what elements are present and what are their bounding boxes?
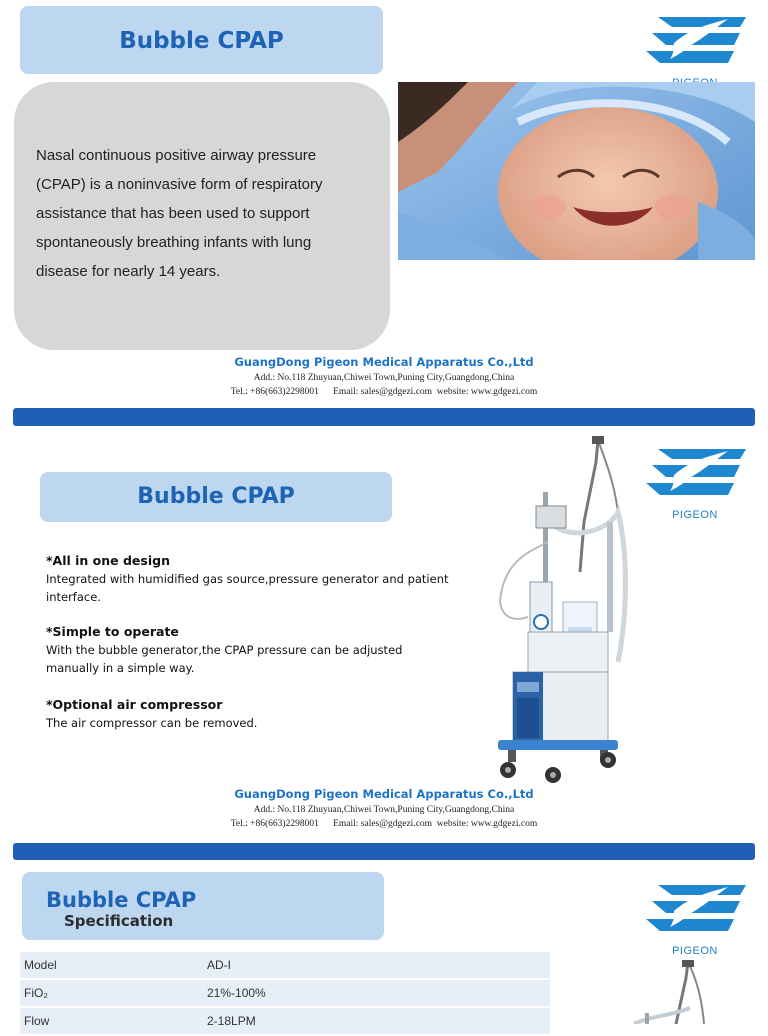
spec-label: Model (20, 952, 203, 978)
section-divider (13, 408, 755, 426)
baby-photo-image (398, 82, 755, 260)
feature-heading: *All in one design (46, 553, 170, 568)
company-address: Add.: No.118 Zhuyuan,Chiwei Town,Puning City,Guangdong,China (253, 805, 515, 815)
feature-text: Integrated with humidified gas source,pressure generator and patient interface. (46, 572, 449, 604)
table-row (20, 980, 550, 1006)
description-box (14, 82, 390, 350)
pigeon-logo-text: PIGEON (672, 509, 718, 521)
feature-item (46, 697, 446, 732)
company-info (0, 787, 768, 829)
pigeon-logo-text: PIGEON (672, 945, 718, 957)
cpap-device-partial-drawing (590, 958, 725, 1024)
cpap-device-image-partial (590, 958, 725, 1024)
company-name: GuangDong Pigeon Medical Apparatus Co.,Ltd (234, 355, 534, 369)
section1-title: Bubble CPAP (119, 28, 284, 54)
pigeon-logo (644, 876, 746, 957)
spec-value: 21%-100% (203, 980, 550, 1006)
spec-value: 2-18LPM (203, 1008, 550, 1034)
section3-title: Bubble CPAP (46, 888, 197, 912)
section2-title: Bubble CPAP (137, 484, 295, 509)
feature-heading: *Optional air compressor (46, 697, 223, 712)
description-text: Nasal continuous positive airway pressure (CPAP) is a noninvasive form of respiratory assistance that has been used to support spontaneously breathing infants with lung disease for nearly 14 years. (36, 147, 323, 280)
pigeon-logo (644, 440, 746, 521)
section3-title-box (22, 872, 384, 940)
table-row (20, 952, 550, 978)
feature-heading: *Simple to operate (46, 624, 179, 639)
specification-table (20, 950, 550, 1036)
company-contact: Tel.: +86(663)2298001 Email: sales@gdgezi.com website: www.gdgezi.com (230, 819, 538, 829)
feature-text: The air compressor can be removed. (46, 716, 258, 730)
spec-value: AD-I (203, 952, 550, 978)
table-row (20, 1008, 550, 1034)
cpap-device-image (488, 432, 638, 787)
feature-text: With the bubble generator,the CPAP pressure can be adjusted manually in a simple way. (46, 643, 403, 675)
spec-label: Flow (20, 1008, 203, 1034)
company-info (0, 355, 768, 397)
company-contact: Tel.: +86(663)2298001 Email: sales@gdgezi.com website: www.gdgezi.com (230, 387, 538, 397)
section-divider (13, 843, 755, 860)
pigeon-logo (644, 8, 746, 89)
pigeon-logo-icon (644, 440, 746, 504)
section3-subtitle: Specification (64, 912, 174, 930)
company-name: GuangDong Pigeon Medical Apparatus Co.,Ltd (234, 787, 534, 801)
pigeon-logo-icon (644, 876, 746, 940)
section1-title-box (20, 6, 383, 74)
pigeon-logo-icon (644, 8, 746, 72)
baby-photo (398, 82, 755, 260)
spec-label: FiO₂ (20, 980, 203, 1006)
section2-title-box (40, 472, 392, 522)
company-address: Add.: No.118 Zhuyuan,Chiwei Town,Puning City,Guangdong,China (253, 373, 515, 383)
feature-item (46, 553, 466, 606)
feature-item (46, 624, 436, 677)
cpap-device-drawing (488, 432, 638, 787)
